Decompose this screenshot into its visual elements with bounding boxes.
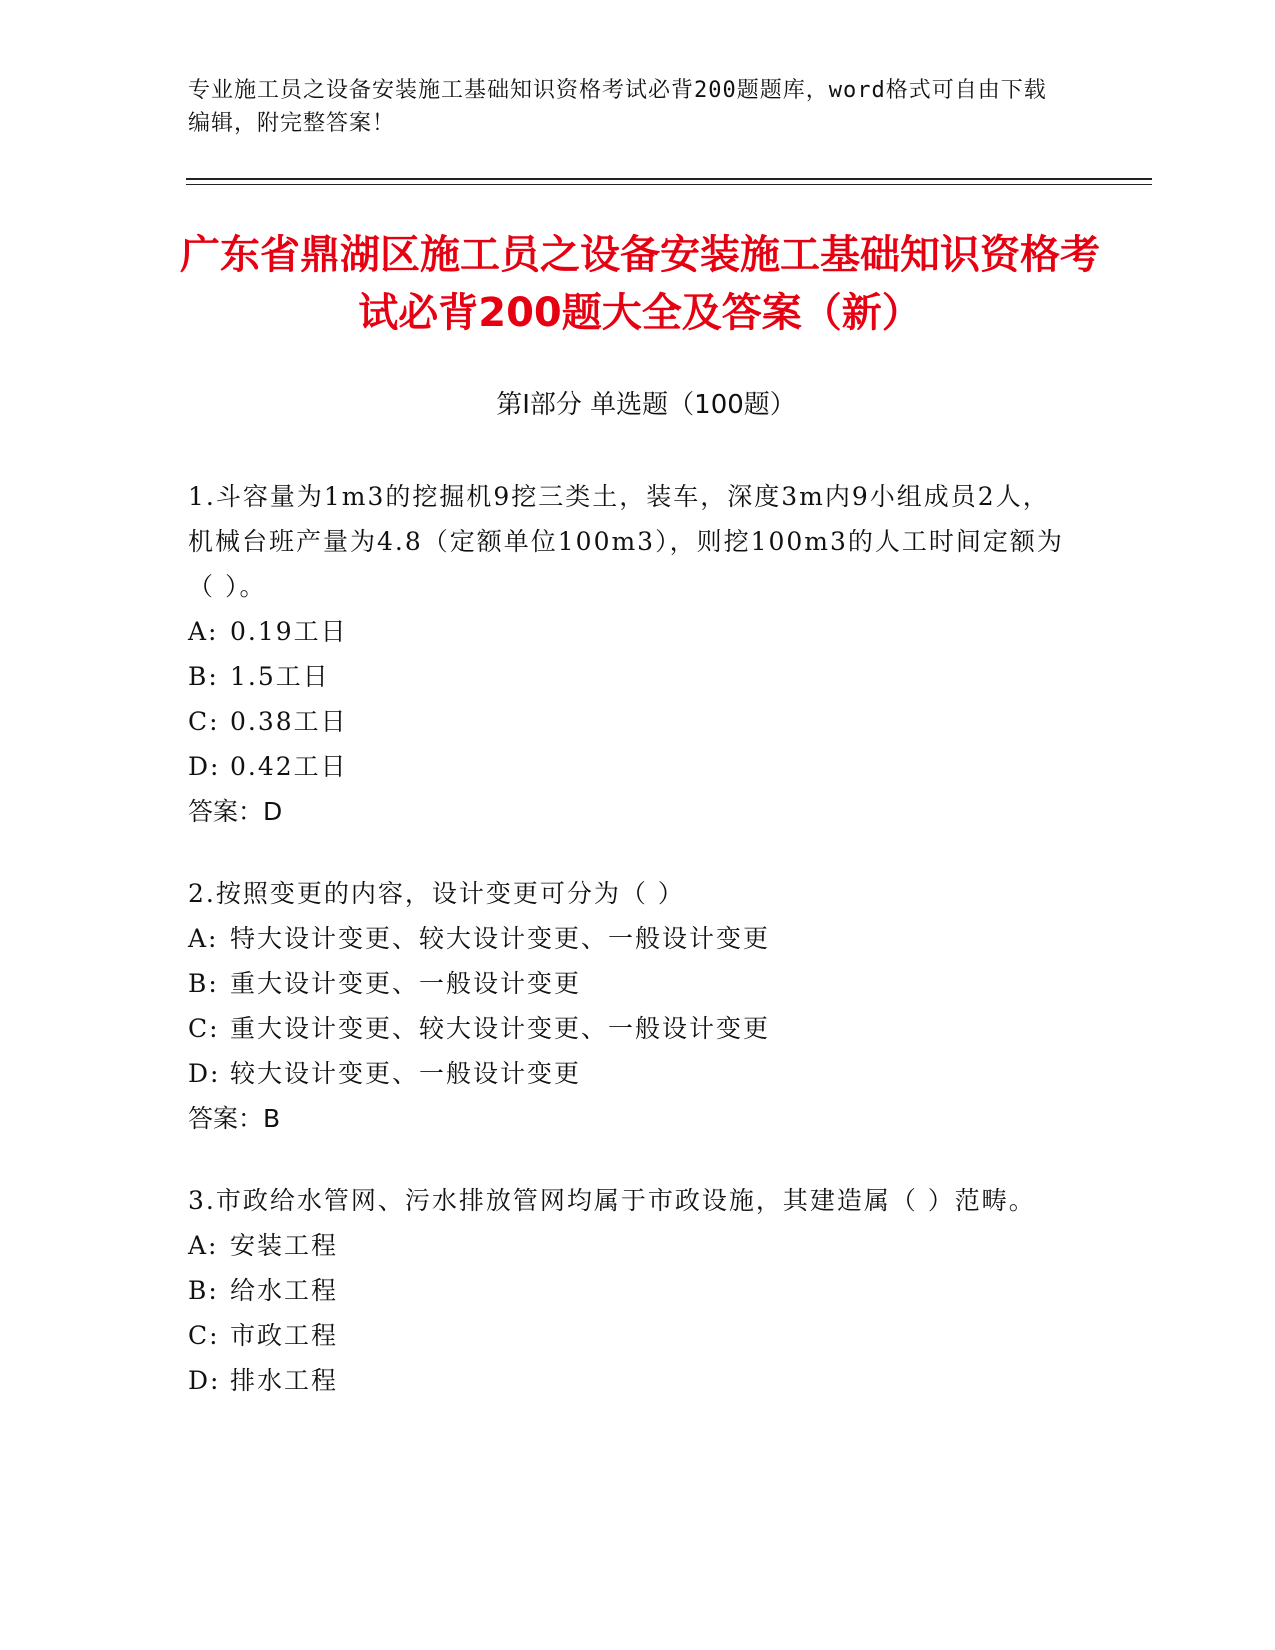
- header-divider-thick: [186, 178, 1152, 180]
- document-title: 广东省鼎湖区施工员之设备安装施工基础知识资格考试必背200题大全及答案（新）: [180, 232, 1100, 336]
- option-label: A:: [188, 1231, 219, 1260]
- header-note: 专业施工员之设备安装施工基础知识资格考试必背200题题库，word格式可自由下载编辑，附完整答案！: [188, 78, 1047, 136]
- section-title: 第Ⅰ部分 单选题（100题）: [496, 390, 796, 420]
- option-text: 特大设计变更、较大设计变更、一般设计变更: [230, 924, 771, 953]
- option-d: [188, 744, 1068, 789]
- option-b: [188, 654, 1068, 699]
- option-text: 重大设计变更、较大设计变更、一般设计变更: [230, 1014, 771, 1043]
- option-c: [188, 1006, 1068, 1051]
- option-label: C:: [188, 1014, 220, 1043]
- option-text: 0.38工日: [230, 707, 348, 736]
- option-b: [188, 961, 1068, 1006]
- option-label: D:: [188, 1366, 221, 1395]
- option-a: [188, 1223, 1068, 1268]
- option-text: 安装工程: [230, 1231, 339, 1260]
- header-divider-thin: [186, 184, 1152, 185]
- option-label: D:: [188, 1059, 221, 1088]
- question-list: [188, 474, 1068, 1440]
- option-text: 1.5工日: [230, 662, 330, 691]
- option-label: B:: [188, 662, 219, 691]
- option-label: A:: [188, 924, 219, 953]
- option-a: [188, 916, 1068, 961]
- option-label: A:: [188, 617, 219, 646]
- option-label: B:: [188, 969, 219, 998]
- option-text: 0.42工日: [230, 752, 348, 781]
- question-3: [188, 1178, 1068, 1403]
- answer: 答案：D: [188, 797, 283, 826]
- option-text: 较大设计变更、一般设计变更: [230, 1059, 582, 1088]
- question-1: [188, 474, 1068, 834]
- option-label: C:: [188, 1321, 220, 1350]
- option-text: 市政工程: [230, 1321, 339, 1350]
- option-text: 给水工程: [230, 1276, 339, 1305]
- question-stem: 1.斗容量为1m3的挖掘机9挖三类土，装车，深度3m内9小组成员2人，机械台班产量为4.8（定额单位100m3），则挖100m3的人工时间定额为（ ）。: [188, 482, 1064, 601]
- option-b: [188, 1268, 1068, 1313]
- question-2: [188, 871, 1068, 1141]
- option-label: C:: [188, 707, 220, 736]
- question-stem: 2.按照变更的内容，设计变更可分为（ ）: [188, 879, 685, 908]
- option-label: D:: [188, 752, 221, 781]
- option-text: 排水工程: [230, 1366, 339, 1395]
- option-d: [188, 1051, 1068, 1096]
- option-text: 重大设计变更、一般设计变更: [230, 969, 582, 998]
- option-a: [188, 609, 1068, 654]
- option-d: [188, 1358, 1068, 1403]
- question-stem: 3.市政给水管网、污水排放管网均属于市政设施，其建造属（ ）范畴。: [188, 1186, 1036, 1215]
- option-c: [188, 1313, 1068, 1358]
- option-label: B:: [188, 1276, 219, 1305]
- answer: 答案：B: [188, 1104, 281, 1133]
- option-text: 0.19工日: [230, 617, 348, 646]
- option-c: [188, 699, 1068, 744]
